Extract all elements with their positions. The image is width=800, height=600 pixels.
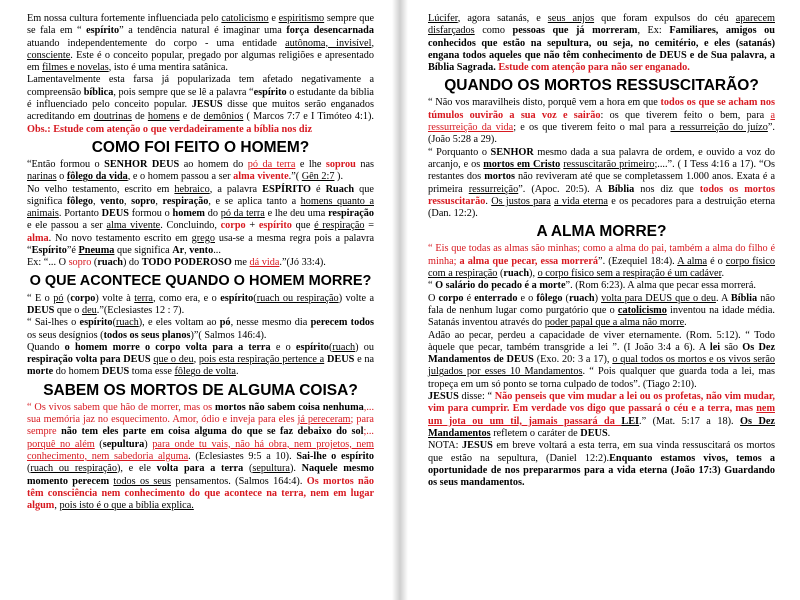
- text-run: a ressurreição do juízo: [670, 122, 768, 134]
- text-run: aparecem disfarçados: [428, 13, 775, 37]
- text-run: . No novo testamento escrito em: [48, 232, 192, 244]
- text-run: como: [474, 25, 513, 37]
- text-run: Espírito: [31, 245, 67, 257]
- text-run: pois esta respiração pertence a: [198, 354, 325, 366]
- text-run: já pereceram: [297, 414, 351, 426]
- text-run: ;...: [363, 426, 374, 438]
- text-run: DEUS: [580, 427, 608, 439]
- text-run: o corpo físico sem a respiração é um cadáver: [537, 268, 722, 280]
- text-run: o estudante da bíblia é influenciado pelo conceito popular.: [27, 86, 374, 111]
- intro-paragraph: [27, 13, 374, 74]
- text-run: em breve voltará a esta terra, em sua vinda ressuscitará os mortos que estão na sepultura, (Daniel 12:2).: [428, 440, 776, 464]
- text-run: espiritismo: [278, 13, 325, 24]
- text-run: soprou: [325, 158, 356, 170]
- text-run: e o: [517, 292, 537, 304]
- heading-how-man-was-made: COMO FOI FEITO O HOMEM?: [91, 138, 310, 156]
- text-run: Obs.: Estude com atenção o que verdadeiramente a bíblia nos diz: [27, 123, 313, 135]
- text-run: Naquele mesmo momento perecem: [27, 463, 374, 487]
- adam-law-paragraph: [428, 330, 775, 391]
- text-run: alma vivente: [233, 171, 289, 183]
- text-run: respiração volta para DEUS: [27, 354, 151, 366]
- heading-does-soul-die: A ALMA MORRE?: [536, 223, 667, 241]
- text-run: Gên 2:7: [301, 171, 335, 183]
- text-run: porquê no além: [27, 438, 95, 450]
- romans-quote-paragraph: [428, 280, 775, 292]
- text-run: Quando: [27, 341, 65, 353]
- ecclesiastes-quote-paragraph: [27, 293, 374, 318]
- text-run: ) volte a: [338, 292, 375, 304]
- text-run: corpo: [70, 292, 96, 304]
- text-run: (: [63, 292, 71, 304]
- text-run: Ex: “... O: [27, 257, 69, 269]
- text-run: pois isto é o que a bíblia explica.: [59, 500, 194, 512]
- text-run: que significa: [27, 183, 374, 207]
- text-run: .” (Mat. 5:17 a 18).: [639, 415, 741, 427]
- text-run: .: [235, 366, 239, 378]
- text-run: “ Sai-lhes o: [27, 317, 80, 329]
- text-run: ruach: [332, 341, 356, 353]
- ezekiel-quote-paragraph: [428, 243, 775, 280]
- text-run: , nesse mesmo dia: [230, 317, 311, 329]
- text-run: . Este é o conceito popular, pregado por algumas religiões e apresentado em: [27, 49, 374, 74]
- text-run: “ Os vivos sabem que hão de morrer, mas os: [27, 401, 216, 413]
- text-run: Adão ao pecar, perdeu a capacidade de viver eternamente. (Rom. 5:12). “ Todo àquele que pecar, também transgride a lei ”. (I João 3:4 a 6). A: [428, 329, 775, 353]
- text-run: (: [91, 257, 98, 269]
- text-run: força desencarnada: [286, 25, 374, 37]
- text-run: toma esse: [129, 366, 175, 378]
- text-run: deu: [81, 304, 97, 316]
- text-run: pessoas que já morreram: [512, 25, 638, 37]
- text-run: que foram expulsos do céu: [594, 13, 736, 24]
- text-run: ...: [213, 245, 221, 257]
- text-run: atuando independentemente do corpo - uma entidade: [27, 37, 286, 49]
- text-run: ressuscitarão primeiro: [563, 158, 655, 170]
- text-run: homem: [172, 208, 205, 220]
- heading-what-happens-at-death: O QUE ACONTECE QUANDO O HOMEM MORRE?: [29, 272, 372, 289]
- text-run: TODO PODEROSO: [141, 257, 232, 269]
- text-run: que significa: [114, 245, 173, 257]
- text-run: e lhe deu uma: [264, 208, 329, 220]
- text-run: Pneuma: [78, 245, 115, 257]
- text-run: homens quanto a animais: [27, 195, 374, 220]
- text-run: a ressurreição da vida: [428, 109, 775, 134]
- text-run: todos os mortos ressuscitarão: [428, 183, 775, 207]
- text-run: pensamentos. (Salmos 164:4).: [171, 475, 307, 487]
- text-run: DEUS: [101, 366, 130, 378]
- text-run: ).: [334, 171, 344, 183]
- text-run: não reviveram até que se completassem 1.000 anos. Exata é a primeira: [428, 171, 775, 195]
- text-run: . Concluindo,: [160, 220, 221, 232]
- text-run: , agora satanás, e: [457, 13, 548, 24]
- text-run: JESUS: [428, 391, 459, 403]
- text-run: são: [720, 341, 743, 353]
- text-run: ruach ou respiração: [30, 463, 117, 475]
- text-run: que o: [54, 304, 82, 316]
- ruach-explanation-paragraph: [27, 184, 374, 258]
- text-run: formou o: [129, 208, 173, 220]
- text-run: ruach ou respiração: [256, 292, 339, 304]
- text-run: pó da terra: [247, 158, 296, 170]
- text-run: .: [684, 317, 687, 329]
- text-run: Lúcifer: [428, 13, 458, 24]
- text-run: .”(Eclesiastes 12 : 7).: [96, 304, 185, 316]
- text-run: os seus desígnios (: [27, 329, 104, 341]
- text-run: seus anjos: [547, 13, 595, 24]
- text-run: não fala de nenhum lugar como purgatório que o: [428, 292, 775, 316]
- text-run: O salário do pecado é a morte: [435, 280, 566, 292]
- heading-do-dead-know-anything: SABEM OS MORTOS DE ALGUMA COISA?: [43, 381, 358, 399]
- text-run: ): [594, 292, 602, 304]
- text-run: inventou na idade média. Satanás inventou através do: [428, 304, 775, 329]
- text-run: lei: [709, 341, 721, 353]
- text-run: alma: [27, 232, 49, 244]
- text-run: Os justos para: [491, 195, 551, 207]
- text-run: )”( Salmos 146:4).: [190, 329, 267, 341]
- text-run: Não penseis que vim mudar a lei ou os profetas, não vim mudar, vim para cumprir. Em verdade vos digo que passará o céu e a terra, mas: [428, 391, 775, 415]
- text-run: ,: [371, 37, 374, 49]
- genesis-quote-paragraph: [27, 159, 374, 184]
- text-run: . “ Pois qualquer que guarda toda a lei, mas tropeça em um só ponto se torna culpado de todos”. (Tiago 2:10).: [428, 366, 775, 390]
- text-run: dá vida: [249, 257, 280, 269]
- note-paragraph: [428, 440, 775, 489]
- text-run: filmes e novelas: [42, 62, 109, 74]
- page-fold-divider: [392, 0, 408, 600]
- text-run: “ Porquanto o: [428, 146, 491, 158]
- text-run: (: [243, 463, 253, 475]
- body-buried-paragraph: [428, 293, 775, 330]
- text-run: , a palavra: [209, 183, 263, 195]
- text-run: disse que muitos serão enganados acreditando em: [27, 99, 374, 123]
- text-run: , Ex:: [637, 25, 670, 37]
- text-run: (: [562, 292, 569, 304]
- text-run: o homem morre o corpo volta para a terra: [64, 341, 271, 353]
- text-run: corpo: [220, 220, 246, 232]
- text-run: nos diz que: [634, 183, 700, 195]
- text-run: espírito: [258, 220, 292, 232]
- text-run: hebraico: [174, 183, 210, 195]
- popular-concept-paragraph: [27, 74, 374, 135]
- text-run: ( Marcos 7:7 e I Timóteo 4:1).: [243, 111, 374, 123]
- text-run: ) do: [122, 257, 142, 269]
- text-run: todos: [350, 317, 375, 329]
- text-run: Os Dez Mandamentos: [428, 415, 775, 439]
- text-run: Estude com atenção para não ser enganado.: [498, 62, 690, 74]
- text-run: DEUS: [101, 208, 129, 220]
- text-run: “ Não vos maravilheis disto, porquê vem a hora em que: [428, 97, 661, 109]
- text-run: (: [112, 317, 116, 329]
- text-run: é respiração: [314, 220, 365, 232]
- text-run: narinas: [27, 171, 57, 183]
- text-run: volta para DEUS que o deu: [601, 292, 716, 304]
- text-run: nem um jota ou um til, jamais passará da: [428, 403, 775, 427]
- text-run: espírito: [86, 25, 120, 37]
- text-run: consciente: [27, 49, 71, 61]
- text-run: poder papal que a alma não morre: [544, 317, 685, 329]
- text-run: (: [27, 463, 31, 475]
- text-run: usa-se a mesma regra pois a palavra “: [27, 232, 375, 257]
- text-run: ,: [193, 354, 199, 366]
- text-run: catolicismo: [221, 13, 269, 24]
- text-run: ).: [289, 463, 302, 475]
- text-run: sopro: [131, 195, 156, 207]
- text-run: mortos em Cristo: [483, 158, 561, 170]
- text-run: . Portanto: [58, 208, 102, 220]
- text-run: e o: [270, 341, 296, 353]
- text-run: sepultura: [252, 463, 290, 475]
- text-run: , e o homem passou a ser: [127, 171, 234, 183]
- text-run: sopro: [68, 257, 92, 269]
- text-run: refletem o caráter de: [490, 427, 581, 439]
- text-run: : os que tiverem feito o bem, para: [600, 109, 771, 121]
- text-run: .”(: [288, 171, 302, 183]
- text-run: Sai-lhe o espírito: [296, 450, 374, 462]
- text-run: DEUS: [326, 354, 355, 366]
- text-run: . (Eclesiastes 9:5 a 10).: [188, 450, 297, 462]
- text-run: ,: [93, 195, 101, 207]
- text-run: pó: [219, 317, 231, 329]
- text-run: nas: [355, 158, 374, 170]
- text-run: ): [144, 438, 153, 450]
- text-run: (: [497, 268, 504, 280]
- text-run: fôlego de volta: [174, 366, 236, 378]
- text-run: ” a tendência natural é imaginar uma: [119, 25, 287, 37]
- text-run: ”. (João 5:28 a 29).: [428, 122, 775, 146]
- text-run: e de: [179, 111, 204, 123]
- text-run: Familiares, amigos ou conhecidos que estão na sepultura, ou seja, no cemitério, e eles (satanás) engana todos aqueles que não têm conhecimento de DEUS e de Sua palavra, a Bíblia Sagrada.: [428, 25, 776, 74]
- text-run: respiração: [328, 208, 374, 220]
- text-run: sepultura: [102, 438, 145, 450]
- text-run: ruach: [115, 317, 139, 329]
- text-run: corpo: [438, 292, 464, 304]
- text-run: fôlego da vida: [66, 171, 128, 183]
- text-run: que: [291, 220, 315, 232]
- text-run: pó: [53, 292, 64, 304]
- text-run: (Exo. 20: 3 a 17),: [533, 354, 613, 366]
- text-run: ruach: [568, 292, 595, 304]
- thessalonians-quote-paragraph: [428, 147, 775, 221]
- text-run: homens: [147, 111, 180, 123]
- text-run: ),: [529, 268, 538, 280]
- text-run: A alma: [677, 255, 708, 267]
- text-run: ”é: [66, 245, 79, 257]
- text-run: do homem: [53, 366, 102, 378]
- text-run: respiração: [162, 195, 209, 207]
- text-run: No velho testamento, escrito em: [27, 183, 175, 195]
- text-run: ), e eles voltam ao: [138, 317, 220, 329]
- text-run: fôlego: [66, 195, 93, 207]
- text-run: (: [94, 438, 103, 450]
- text-run: ,: [54, 500, 60, 512]
- text-run: , como era, e o: [152, 292, 221, 304]
- text-run: vento: [189, 245, 214, 257]
- text-run: o: [56, 171, 67, 183]
- text-run: e: [268, 13, 279, 24]
- text-run: bíblica: [83, 86, 114, 98]
- text-run: +: [245, 220, 259, 232]
- text-run: . A: [715, 292, 731, 304]
- text-run: Em nossa cultura fortemente influenciada pelo: [27, 13, 222, 24]
- text-run: Ar: [172, 245, 185, 257]
- text-run: vento: [100, 195, 124, 207]
- text-run: catolicismo: [617, 304, 667, 316]
- text-run: que o deu: [153, 354, 194, 366]
- text-run: ressurreição: [468, 183, 519, 195]
- text-run: todos os seus: [113, 475, 172, 487]
- text-run: fôlego: [536, 292, 563, 304]
- text-run: e os pecadores para a destruição eterna (Dan. 12:2).: [428, 195, 776, 220]
- text-run: pó da terra: [220, 208, 265, 220]
- text-run: =: [364, 220, 374, 232]
- text-run: terra: [134, 292, 153, 304]
- text-run: a vida eterna: [554, 195, 608, 207]
- text-run: demônios: [203, 111, 244, 123]
- text-run: Os mortos não têm consciência nem conhecimento do que acontece na terra, nem em lugar algum: [27, 475, 374, 512]
- text-run: de: [131, 111, 148, 123]
- heading-when-dead-resurrect: QUANDO OS MORTOS RESSUSCITARÃO?: [444, 77, 759, 95]
- text-run: ), e ele: [116, 463, 157, 475]
- text-run: NOTA:: [428, 440, 463, 452]
- text-run: mortos: [484, 171, 515, 183]
- text-run: corpo físico com a respiração: [428, 255, 776, 280]
- text-run: espírito: [79, 317, 113, 329]
- text-run: ; para sempre: [27, 414, 374, 438]
- left-column: [27, 13, 374, 512]
- text-run: JESUS: [191, 99, 223, 111]
- text-run: ruach: [503, 268, 530, 280]
- text-run: doutrinas: [93, 111, 132, 123]
- text-run: ;....”. ( I Tess 4:16 a 17). “Os restantes dos: [428, 158, 775, 183]
- text-run: mesmo dada a sua palavra de ordem, e ouvido a voz do arcanjo, e os: [428, 146, 775, 170]
- text-run: Ruach: [325, 183, 355, 195]
- text-run: ruach: [97, 257, 123, 269]
- john-quote-paragraph: [428, 97, 775, 146]
- text-run: Bíblia: [608, 183, 635, 195]
- text-run: enterrado: [474, 292, 518, 304]
- text-run: “ Eis que todas as almas são minhas; como a alma do pai, também a alma do filho é minha;: [428, 243, 775, 267]
- text-run: ao homem do: [179, 158, 248, 170]
- text-run: Os Dez Mandamentos de DEUS: [428, 341, 775, 366]
- text-run: do: [204, 208, 221, 220]
- text-run: mortos não sabem coisa nenhuma: [215, 401, 364, 413]
- text-run: alma vivente: [106, 220, 161, 232]
- text-run: e lhe: [295, 158, 326, 170]
- text-run: ) volte à: [95, 292, 135, 304]
- lucifer-paragraph: [428, 13, 775, 74]
- text-run: , e se aplica tanto a: [208, 195, 301, 207]
- text-run: é o: [707, 255, 726, 267]
- text-run: volta para a terra: [156, 463, 244, 475]
- text-run: sempre que se fala em “: [27, 13, 374, 37]
- text-run: , isto é uma mentira satânica.: [108, 62, 228, 74]
- text-run: .: [607, 427, 611, 439]
- text-run: todos os que se acham nos túmulos ouvirão a sua voz e sairão: [428, 97, 775, 121]
- job-example-paragraph: [27, 257, 374, 269]
- death-explanation-paragraph: [27, 342, 374, 379]
- text-run: ,... sua memória jaz no esquecimento. Amor, ódio e inveja para eles: [27, 401, 375, 426]
- text-run: e ele passou a ser: [27, 220, 107, 232]
- text-run: me: [231, 257, 250, 269]
- text-run: perecem: [310, 317, 348, 329]
- text-run: e na: [354, 354, 375, 366]
- text-run: espírito: [295, 341, 329, 353]
- text-run: é: [310, 183, 326, 195]
- text-run: (: [328, 341, 333, 353]
- text-run: .: [485, 195, 492, 207]
- text-run: espírito: [253, 86, 287, 98]
- text-run: SENHOR: [490, 146, 534, 158]
- psalms-quote-paragraph: [27, 317, 374, 342]
- text-run: ”. (Ezequiel 18:4).: [598, 255, 678, 267]
- text-run: espírito: [220, 292, 254, 304]
- text-run: ”. (Apoc. 20:5). A: [518, 183, 608, 195]
- text-run: ESPÍRITO: [262, 183, 311, 195]
- text-run: O: [428, 292, 439, 304]
- text-run: .: [721, 268, 725, 280]
- text-run: ) ou: [355, 341, 374, 353]
- text-run: “: [428, 280, 436, 292]
- text-run: ,: [124, 195, 132, 207]
- jesus-said-paragraph: [428, 391, 775, 440]
- text-run: autônoma, invisível: [285, 37, 372, 49]
- text-run: (: [253, 292, 257, 304]
- text-run: disse: “: [458, 391, 495, 403]
- text-run: SENHOR DEUS: [104, 158, 180, 170]
- text-run: a alma que pecar, essa morrerá: [459, 255, 599, 267]
- text-run: , pois sempre que se lê a palavra “: [113, 86, 254, 98]
- text-run: ,: [184, 245, 190, 257]
- text-run: LEI: [621, 415, 640, 427]
- text-run: grego: [191, 232, 215, 244]
- text-run: ,: [155, 195, 163, 207]
- text-run: todos os seus planos: [103, 329, 191, 341]
- right-column: [428, 13, 775, 489]
- text-run: “ E o: [27, 292, 54, 304]
- text-run: Lamentavelmente esta farsa já popularizada tem afetado negativamente a compreensão: [27, 74, 374, 98]
- text-run: ”. (Rom 6:23). A alma que pecar essa morrerá.: [565, 280, 756, 292]
- text-run: para onde tu vais, não há obra, nem projetos, nem conhecimento, nem sabedoria alguma: [27, 438, 374, 462]
- text-run: JESUS: [462, 440, 493, 452]
- text-run: é: [463, 292, 475, 304]
- text-run: não tem eles parte em coisa alguma do que se faz debaixo do sol: [61, 426, 364, 438]
- dead-know-nothing-paragraph: [27, 402, 374, 513]
- text-run: “Então formou o: [27, 158, 105, 170]
- text-run: Enquanto estamos vivos, temos a oportunidade de nos prepararmos para a vida eterna (João 17:3) Guardando os seus mandamentos.: [428, 452, 775, 489]
- text-run: Bíblia: [730, 292, 758, 304]
- text-run: DEUS: [27, 304, 55, 316]
- text-run: morte: [27, 366, 54, 378]
- text-run: o qual todos os mortos e os vivos serão julgados por esses 10 Mandamentos: [428, 354, 775, 378]
- text-run: ; e os que tiverem feito o mal para: [513, 122, 671, 134]
- text-run: .”(Jó 33:4).: [279, 257, 326, 269]
